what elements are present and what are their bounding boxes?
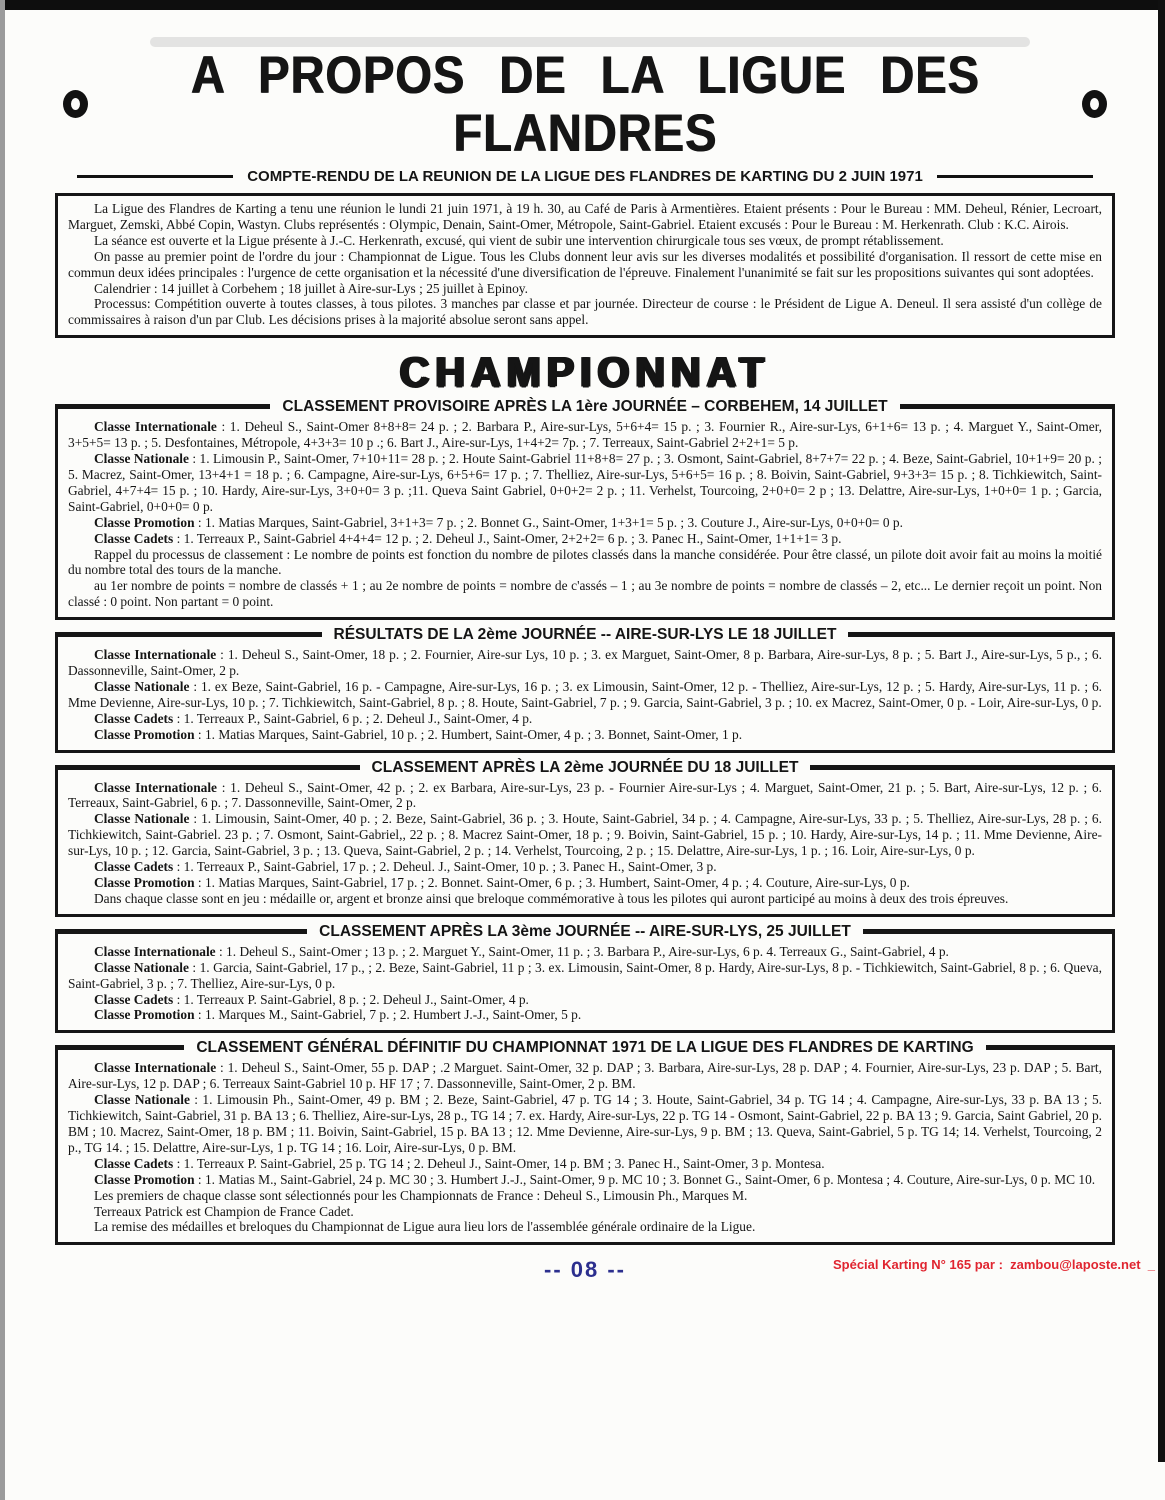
note: La remise des médailles et breloques du Championnat de Ligue aura lieu lors de l'assemblée générale ordinaire de la Ligue. — [94, 1219, 756, 1235]
footer-credit: Spécial Karting N° 165 par : zambou@laposte.net _ — [832, 1257, 1155, 1273]
entry-label: Classe Cadets — [94, 710, 174, 726]
page-number: -- 08 -- — [544, 1257, 626, 1283]
note: au 1er nombre de points = nombre de classés + 1 ; au 2e nombre de points = nombre de c'assés – 1 ; au 3e nombre de points = nombre de classés – 2, etc... Le dernier reçoit un point. Non classé : 0 point. Non partant = 0 point. — [68, 578, 1102, 610]
class-entry — [68, 859, 1102, 875]
entry-label: Classe Nationale — [94, 1092, 190, 1108]
paragraph: Processus: Compétition ouverte à toutes classes, à tous pilotes. 3 manches par classe et par journée. Directeur de course : le Président de Ligue A. Deneul. Il sera assisté d'un collège de commissaires à raison d'un par Club. Les décisions prises à la majorité absolue seront sans appel. — [68, 296, 1102, 328]
entry-text: : 1. Terreaux P., Saint-Gabriel 4+4+4= 12 p. ; 2. Deheul J., Saint-Omer, 2+2+2= 6 p. ; 3. Panec H., Saint-Omer, 1+1+1= 3 p. — [173, 530, 842, 546]
class-entry — [68, 727, 1102, 743]
entry-text: : 1. Matias Marques, Saint-Gabriel, 3+1+3= 7 p. ; 2. Bonnet G., Saint-Omer, 1+3+1= 5 p. ; 3. Couture J., Aire-sur-Lys, 0+0+0= 0 p. — [194, 514, 903, 530]
entry-text: : 1. Limousin P., Saint-Omer, 7+10+11= 28 p. ; 2. Houte Saint-Gabriel 11+8+8= 27 p. ; 3. Osmont, Saint-Gabriel, 8+7+7= 22 p. ; 4. Beze, Saint-Gabriel, 10+1+9= 20 p. ; 5. Macrez, Saint-Omer, 13+4+1 = 18 p. ; 6. Campagne, Aire-sur-Lys, 6+5+6= 17 p. ; 7. Thelliez, Aire-sur-Lys, 5+6+5= 16 p. ; 8. Boivin, Saint-Gabriel, 9+3+3= 15 p. ; 8. Tichkiewitch, Saint-Gabriel, 4+7+4= 15 p. ; 10. Hardy, Aire-sur-Lys, 3+0+0= 3 p. ;11. Queva Saint Gabriel, 0+0+2= 2 p. ; 11. Verhelst, Tourcoing, 2+0+0= 2 p ; 13. Delattre, Aire-sur-Lys, 1+0+0= 1 p. ; Garcia, Saint-Gabriel, 0+0+0= 0 p. — [68, 451, 1102, 514]
box-title-text: RÉSULTATS DE LA 2ème JOURNÉE -- AIRE-SUR-LYS LE 18 JUILLET — [322, 626, 849, 644]
entry-label: Classe Cadets — [94, 1155, 174, 1171]
section-title-championnat: CHAMPIONNAT — [399, 348, 771, 397]
subtitle: COMPTE-RENDU DE LA REUNION DE LA LIGUE DES FLANDRES DE KARTING DU 2 JUIN 1971 — [247, 168, 923, 185]
entry-text: : 1. Limousin, Saint-Omer, 40 p. ; 2. Beze, Saint-Gabriel, 36 p. ; 3. Houte, Saint-Gabriel, 34 p. ; 4. Campagne, Aire-sur-Lys, 33 p. ; 5. Thelliez, Aire-sur-Lys, 28 p. ; 6. Tichkiewitch, Saint-Gabriel. 23 p. ; 7. Osmont, Saint-Gabriel,, 22 p. ; 8. Macrez Saint-Omer, 18 p. ; 9. Boivin, Saint-Gabriel, 15 p. ; 10. Hardy, Aire-sur-Lys, 14 p. ; 11. Mme Devienne, Aire-sur-Lys, 10 p. ; 12. Garcia, Saint-Gabriel, 3 p. ; 13. Queva, Saint-Gabriel, 2 p. ; 14. Verhelst, Tourcoing, 2 p. ; 15. Delattre, Aire-sur-Lys, 1 p. ; 16. Loir, Aire-sur-Lys, 0 p. — [68, 811, 1102, 859]
class-entry — [68, 419, 1102, 451]
class-entry — [68, 875, 1102, 891]
box-title — [58, 626, 1112, 644]
entry-text: : 1. Deheul S., Saint-Omer, 42 p. ; 2. ex Barbara, Aire-sur-Lys, 23 p. - Fournier Aire-sur-Lys ; 4. Marguet, Saint-Omer, 21 p. ; 5. Bart, Aire-sur-Lys, 12 p. ; 6. Terreaux, Saint-Gabriel, 6 p. ; 7. Dassonneville, Saint-Omer, 2 p. — [68, 779, 1102, 811]
class-entry — [68, 711, 1102, 727]
subtitle-row — [77, 168, 1093, 185]
box-classement-3eme-journee — [55, 922, 1115, 1034]
class-entry — [68, 780, 1102, 812]
class-entry — [68, 1060, 1102, 1092]
box-title-text: CLASSEMENT GÉNÉRAL DÉFINITIF DU CHAMPIONNAT 1971 DE LA LIGUE DES FLANDRES DE KARTING — [184, 1039, 985, 1057]
entry-label: Classe Cadets — [94, 991, 174, 1007]
entry-label: Classe Internationale — [94, 1060, 217, 1076]
entry-text: : 1. Matias Marques, Saint-Gabriel, 10 p. ; 2. Humbert, Saint-Omer, 4 p. ; 3. Bonnet, Saint-Omer, 1 p. — [194, 726, 743, 742]
class-entry — [68, 1007, 1102, 1023]
box-classement-1ere-journee — [55, 398, 1115, 620]
box-title-text: CLASSEMENT PROVISOIRE APRÈS LA 1ère JOURNÉE – CORBEHEM, 14 JUILLET — [270, 398, 899, 416]
box-title — [58, 923, 1112, 941]
entry-label: Classe Promotion — [94, 875, 195, 890]
note: Dans chaque classe sont en jeu : médaille or, argent et bronze ainsi que breloque commémorative à tous les pilotes qui auront participé au moins à deux des trois épreuves. — [94, 890, 1009, 906]
class-entry — [68, 944, 1102, 960]
class-entry — [68, 960, 1102, 992]
entry-label: Classe Nationale — [94, 678, 190, 694]
box-title-text: CLASSEMENT APRÈS LA 2ème JOURNÉE DU 18 JUILLET — [360, 759, 811, 777]
box-title-text: CLASSEMENT APRÈS LA 3ème JOURNÉE -- AIRE-SUR-LYS, 25 JUILLET — [307, 923, 863, 941]
class-entry — [68, 1172, 1102, 1188]
class-entry — [68, 1092, 1102, 1156]
entry-label: Classe Internationale — [94, 943, 216, 959]
entry-text: : 1. Terreaux P. Saint-Gabriel, 25 p. TG 14 ; 2. Deheul J., Saint-Omer, 14 p. BM ; 3. Panec H., Saint-Omer, 3 p. Montesa. — [173, 1155, 825, 1171]
ring-ornament-left-icon — [63, 90, 88, 118]
entry-label: Classe Promotion — [94, 726, 195, 742]
paragraph: La séance est ouverte et la Ligue présente à J.-C. Herkenrath, excusé, qui vient de subir une intervention chirurgicale tous ses vœux, de prompt rétablissement. — [94, 232, 944, 248]
class-entry — [68, 811, 1102, 859]
entry-text: : 1. Matias Marques, Saint-Gabriel, 17 p. ; 2. Bonnet. Saint-Omer, 6 p. ; 3. Humbert, Saint-Omer, 4 p. ; 4. Couture, Aire-sur-Lys, 0 p. — [194, 875, 910, 890]
entry-label: Classe Promotion — [94, 1007, 195, 1023]
entry-text: : 1. Terreaux P., Saint-Gabriel, 6 p. ; 2. Deheul J., Saint-Omer, 4 p. — [173, 710, 533, 726]
note: Les premiers de chaque classe sont sélectionnés pour les Championnats de France : Deheul S., Limousin Ph., Marques M. — [94, 1187, 748, 1203]
ring-ornament-right-icon — [1082, 90, 1107, 118]
paragraph: La Ligue des Flandres de Karting a tenu une réunion le lundi 21 juin 1971, à 19 h. 30, au Café de Paris à Armentières. Etaient présents : Pour le Bureau : MM. Deheul, Rénier, Lecroart, Marguet, Zemski, Abbé Copin, Wastyn. Clubs représentés : Olympic, Denain, Saint-Omer, Métropole, Saint-Gabriel. Etaient excusés : Pour le Bureau : M. Herkenrath. Club : K.C. Airois. — [68, 201, 1102, 232]
entry-text: : 1. ex Beze, Saint-Gabriel, 16 p. - Campagne, Aire-sur-Lys, 16 p. ; 3. ex Limousin, Saint-Omer, 12 p. - Thelliez, Aire-sur-Lys, 12 p. ; 5. Hardy, Aire-sur-Lys, 11 p. ; 6. Mme Devienne, Aire-sur-Lys, 10 p. ; 7. Tichkiewitch, Saint-Gabriel, 8 p. ; 8. Houte, Saint-Gabriel, 7 p. ; 9. Garcia, Saint-Gabriel, 3 p. ; 10. ex Macrez, Saint-Omer, 0 p. - Loir, Aire-sur-Lys, 0 p. — [68, 678, 1102, 710]
entry-label: Classe Promotion — [94, 1171, 195, 1187]
entry-text: : 1. Deheul S., Saint-Omer, 18 p. ; 2. Fournier, Aire-sur Lys, 10 p. ; 3. ex Marguet, Saint-Omer, 8 p. Barbara, Aire-sur-Lys, 8 p. ; 5. Bart J., Aire-sur-Lys, 5 p., ; 6. Dassonneville, Saint-Omer, 2 p. — [68, 647, 1102, 679]
entry-text: : 1. Deheul S., Saint-Omer ; 13 p. ; 2. Marguet Y., Saint-Omer, 11 p. ; 3. Barbara P., Aire-sur-Lys, 6 p. 4. Terreaux G., Saint-Gabriel, 4 p. — [215, 943, 949, 959]
class-entry — [68, 531, 1102, 547]
page-title: A PROPOS DE LA LIGUE DES FLANDRES — [190, 44, 980, 163]
note: Terreaux Patrick est Champion de France Cadet. — [94, 1203, 354, 1219]
entry-text: : 1. Deheul S., Saint-Omer, 55 p. DAP ; .2 Marguet. Saint-Omer, 32 p. DAP ; 3. Barbara, Aire-sur-Lys, 28 p. DAP ; 4. Fournier, Aire-sur-Lys, 23 p. DAP ; 5. Bart, Aire-sur-Lys, 12 p. DAP ; 6. Terreaux Saint-Gabriel 10 p. HF 17 ; 7. Dassonneville, Saint-Omer, 2 p. BM. — [68, 1060, 1102, 1092]
entry-text: : 1. Terreaux P. Saint-Gabriel, 8 p. ; 2. Deheul J., Saint-Omer, 4 p. — [173, 991, 529, 1007]
box-resultats-2eme-journee — [55, 626, 1115, 752]
entry-label: Classe Nationale — [94, 451, 189, 467]
entry-label: Classe Internationale — [94, 419, 217, 435]
entry-text: : 1. Garcia, Saint-Gabriel, 17 p., ; 2. Beze, Saint-Gabriel, 11 p ; 3. ex. Limousin, Saint-Omer, 8 p. Hardy, Aire-sur-Lys, 8 p. - Tichkiewitch, Saint-Gabriel, 8 p. ; 6. Queva, Saint-Gabriel, 3 p. ; 7. Thelliez, Aire-sur-Lys, 0 p. — [68, 959, 1102, 991]
box-title — [58, 759, 1112, 777]
entry-text: : 1. Terreaux P., Saint-Gabriel, 17 p. ; 2. Deheul. J., Saint-Omer, 10 p. ; 3. Panec H., Saint-Omer, 3 p. — [173, 859, 717, 875]
entry-label: Classe Promotion — [94, 514, 195, 530]
class-entry — [68, 992, 1102, 1008]
note: Rappel du processus de classement : Le nombre de points est fonction du nombre de pilotes classés dans la manche considérée. Pour être classé, un pilote doit avoir fait au moins la moitié du nombre total des tours de la manche. — [68, 546, 1102, 578]
entry-label: Classe Internationale — [94, 779, 217, 795]
entry-text: : 1. Matias M., Saint-Gabriel, 24 p. MC 30 ; 3. Humbert J.-J., Saint-Omer, 9 p. MC 10 ; 3. Bonnet G., Saint-Omer, 6 p. Montesa ; 4. Couture, Aire-sur-Lys, 0 p. MC 10. — [194, 1171, 1096, 1187]
page-footer — [55, 1257, 1155, 1299]
class-entry — [68, 515, 1102, 531]
class-entry — [68, 1156, 1102, 1172]
entry-text: : 1. Marques M., Saint-Gabriel, 7 p. ; 2. Humbert J.-J., Saint-Omer, 5 p. — [194, 1007, 582, 1023]
entry-label: Classe Nationale — [94, 959, 189, 975]
meeting-report-box — [55, 193, 1115, 338]
paragraph: On passe au premier point de l'ordre du jour : Championnat de Ligue. Tous les Clubs donnent leur avis sur les diverses modalités et possibilité d'organisation. Il ressort de cette mise en commun deux idées principales : l'urgence de cette organisation et la nécessité d'une diversification de l'épreuve. Finalement l'unanimité se fait sur les propositions suivantes qui sont adoptées. — [68, 248, 1102, 280]
paragraph: Calendrier : 14 juillet à Corbehem ; 18 juillet à Aire-sur-Lys ; 25 juillet à Epinoy. — [94, 280, 528, 296]
entry-label: Classe Cadets — [94, 530, 174, 546]
box-classement-2eme-journee — [55, 758, 1115, 917]
box-classement-general-definitif — [55, 1039, 1115, 1245]
entry-text: : 1. Limousin Ph., Saint-Omer, 49 p. BM ; 2. Beze, Saint-Gabriel, 47 p. TG 14 ; 3. Houte, Saint-Gabriel, 34 p. TG 14 ; 4. Campagne, Aire-sur-Lys, 33 p. BA 13 ; 5. Tichkiewitch, Saint-Gabriel, 31 p. BA 13 ; 6. Thelliez, Aire-sur-Lys, 28 p., TG 14 ; 7. ex. Hardy, Aire-sur-Lys, 22 p. TG 14 - Osmont, Saint-Gabriel, 22 p. BA 13 ; 9. Garcia, Saint Gabriel, 20 p. BM ; 10. Macrez, Saint-Omer, 18 p. BM ; 11. Boivin, Saint-Gabriel, 15 p. BA 13 ; 12. Mme Devienne, Aire-sur-Lys, 9 p. BM ; 13. Queva, Saint-Gabriel, 5 p. TG 14; 14. Verhelst, Tourcoing, 2 p., TG 14. ; 15. Delattre, Aire-sur-Lys, 1 p. TG 14 ; 16. Loir, Aire-sur-Lys, 0 p. BM. — [68, 1092, 1102, 1155]
masthead — [63, 44, 1107, 163]
entry-label: Classe Cadets — [94, 859, 174, 875]
entry-text: : 1. Deheul S., Saint-Omer 8+8+8= 24 p. ; 2. Barbara P., Aire-sur-Lys, 5+6+4= 15 p. ; 3. Fournier R., Aire-sur-Lys, 6+1+6= 13 p. ; 4. Marguet Y., Saint-Omer, 3+5+5= 13 p. ; 5. Desfontaines, Métropole, 4+3+3= 10 p .; 6. Bart J., Aire-sur-Lys, 1+4+2= 7p. ; 7. Terreaux, Saint-Gabriel 2+2+1= 5 p. — [68, 419, 1102, 451]
class-entry — [68, 647, 1102, 679]
entry-label: Classe Internationale — [94, 647, 217, 663]
box-title — [58, 398, 1112, 416]
class-entry — [68, 679, 1102, 711]
box-title — [58, 1039, 1112, 1057]
entry-label: Classe Nationale — [94, 811, 190, 827]
class-entry — [68, 451, 1102, 515]
